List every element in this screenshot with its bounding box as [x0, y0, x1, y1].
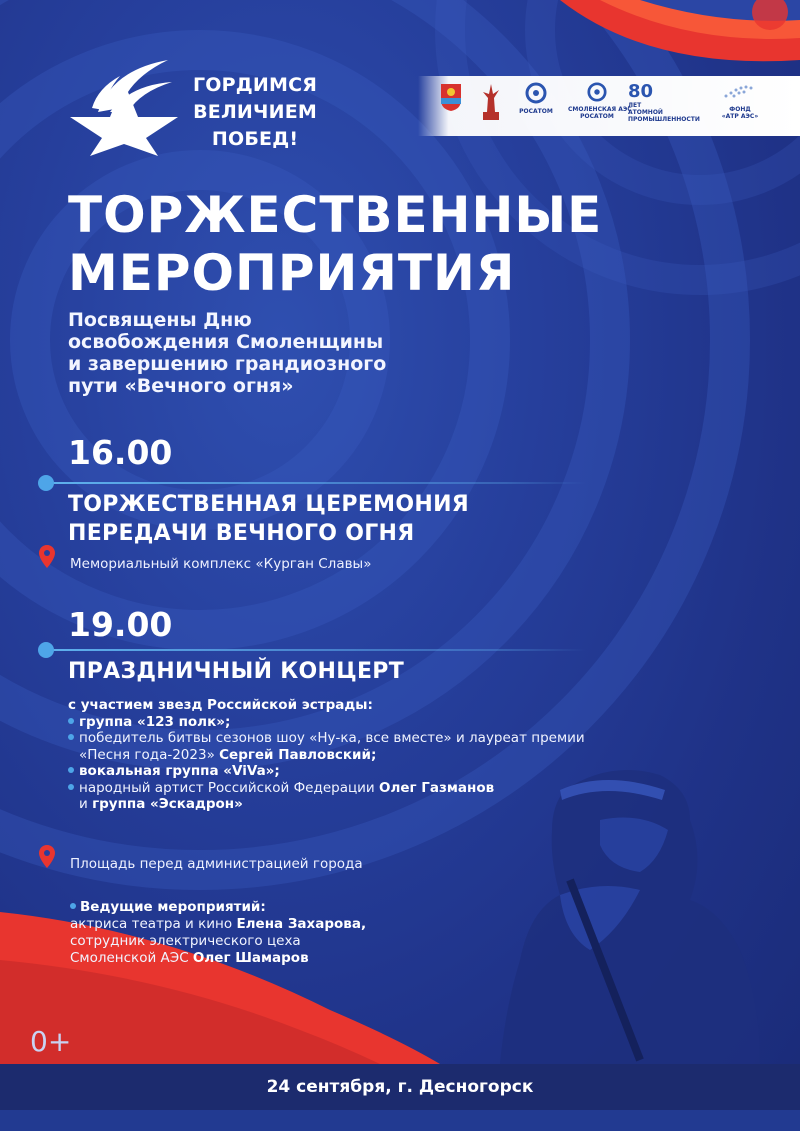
- rosatom-icon: [525, 82, 547, 104]
- title-line: ТОРЖЕСТВЕННЫЕ: [68, 186, 603, 244]
- host-line: [70, 950, 366, 967]
- smolensk-npp-caption: СМОЛЕНСКАЯ АЭС: [568, 106, 632, 113]
- hosts-heading-text: Ведущие мероприятий:: [80, 899, 266, 915]
- 80-years-caption: АТОМНОЙ: [628, 109, 663, 116]
- fund-caption: ФОНД: [729, 106, 751, 113]
- bottom-band: [0, 1110, 800, 1131]
- slogan-line: ВЕЛИЧИЕМ: [193, 101, 317, 123]
- partner-logos: [418, 76, 800, 136]
- event2-place: Площадь перед администрацией города: [70, 856, 363, 872]
- performer-description: народный артист Российской Федерации: [79, 779, 375, 796]
- location-pin-icon: [38, 545, 56, 569]
- atom-icon: [587, 82, 607, 102]
- smolensk-npp-caption: РОСАТОМ: [580, 113, 614, 120]
- 80-years-logo: [628, 81, 700, 130]
- performer-name: Олег Газманов: [379, 779, 495, 796]
- list-item-continuation: [68, 796, 585, 813]
- rosatom-caption: РОСАТОМ: [519, 108, 553, 115]
- list-item: [68, 730, 585, 747]
- timeline-dot: [38, 475, 54, 491]
- host-name: Елена Захарова,: [236, 916, 367, 932]
- event1-time: 16.00: [68, 433, 173, 472]
- event2-title: ПРАЗДНИЧНЫЙ КОНЦЕРТ: [68, 659, 405, 684]
- fund-dots-icon: [720, 82, 760, 102]
- subtitle-line: и завершению грандиозного: [68, 353, 387, 375]
- host-line: [70, 916, 366, 933]
- list-item-continuation: [68, 747, 585, 764]
- event1-title-line: ПЕРЕДАЧИ ВЕЧНОГО ОГНЯ: [68, 521, 415, 546]
- event2-time: 19.00: [68, 605, 173, 644]
- host-description: актриса театра и кино: [70, 916, 233, 932]
- list-item: [68, 763, 585, 780]
- desnogorsk-coat-of-arms-logo: [438, 82, 464, 130]
- host-name: Олег Шамаров: [192, 950, 309, 966]
- footer-bar: [0, 1064, 800, 1110]
- smolensk-npp-logo: [568, 82, 632, 130]
- soldier-silhouette: [500, 770, 760, 1064]
- bullet-icon: [68, 734, 74, 740]
- coat-of-arms-icon: [440, 82, 462, 112]
- event1-place: Мемориальный комплекс «Курган Славы»: [70, 556, 372, 572]
- event1-title: [68, 490, 469, 548]
- age-rating: 0+: [30, 1025, 72, 1058]
- event1-title-line: ТОРЖЕСТВЕННАЯ ЦЕРЕМОНИЯ: [68, 492, 470, 517]
- list-item: [68, 714, 585, 731]
- hosts-heading: [70, 899, 366, 916]
- timeline-dot: [38, 642, 54, 658]
- timeline-divider: [46, 482, 586, 484]
- host-description: сотрудник электрического цеха: [70, 933, 301, 949]
- slogan-line: ГОРДИМСЯ: [193, 74, 318, 96]
- fund-caption: «АТР АЭС»: [721, 113, 759, 120]
- atr-aes-fund-logo: [704, 82, 776, 130]
- performer-name: группа «123 полк»;: [79, 713, 231, 730]
- performer-description: и: [79, 796, 88, 812]
- performer-name: Сергей Павловский;: [219, 746, 377, 763]
- performer-name: группа «Эскадрон»: [92, 796, 243, 812]
- 80-years-number: 80: [628, 81, 654, 102]
- subtitle-line: пути «Вечного огня»: [68, 375, 294, 397]
- bullet-icon: [68, 718, 74, 724]
- monument-icon: [477, 82, 505, 122]
- subtitle-line: освобождения Смоленщины: [68, 331, 384, 353]
- performer-name: вокальная группа «ViVa»;: [79, 763, 280, 779]
- performer-description: «Песня года-2023»: [79, 746, 215, 763]
- performer-list: [68, 697, 585, 813]
- motherland-monument-logo: [476, 82, 506, 130]
- title-line: МЕРОПРИЯТИЯ: [68, 244, 516, 302]
- 80-years-caption: ПРОМЫШЛЕННОСТИ: [628, 116, 700, 123]
- timeline-divider: [46, 649, 586, 651]
- bullet-icon: [68, 784, 74, 790]
- subtitle-line: Посвящены Дню: [68, 309, 252, 331]
- performer-intro: с участием звезд Российской эстрады:: [68, 697, 373, 713]
- rosatom-logo: [516, 82, 556, 130]
- slogan: [193, 72, 317, 153]
- list-item: [68, 780, 585, 797]
- footer-date-location: 24 сентября, г. Десногорск: [266, 1077, 534, 1097]
- page-title: [68, 186, 602, 302]
- bullet-icon: [68, 767, 74, 773]
- top-right-swoosh: [560, 0, 800, 61]
- bullet-icon: [70, 903, 76, 909]
- performer-description: победитель битвы сезонов шоу «Ну-ка, все вместе» и лауреат премии: [79, 730, 585, 746]
- hosts-block: [70, 899, 366, 967]
- host-description: Смоленской АЭС: [70, 950, 189, 966]
- location-pin-icon: [38, 845, 56, 869]
- subtitle: [68, 309, 386, 397]
- slogan-line: ПОБЕД!: [211, 128, 299, 150]
- 80-years-caption: ЛЕТ: [628, 102, 642, 109]
